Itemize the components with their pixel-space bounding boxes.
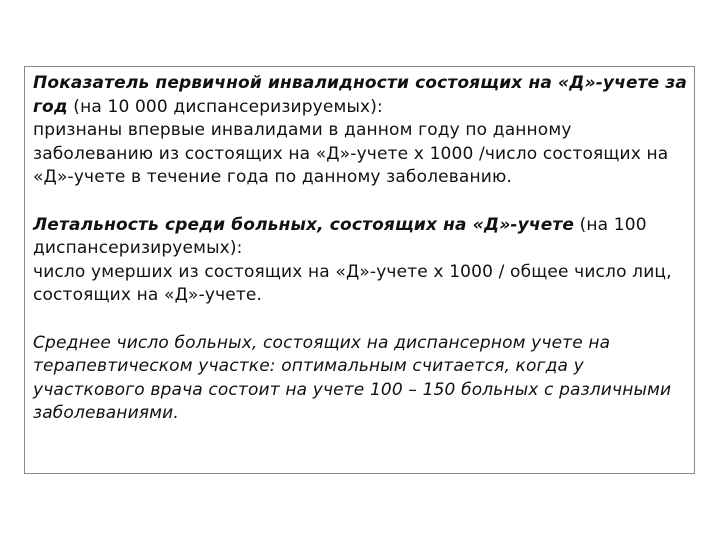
average-patients-paragraph: Среднее число больных, состоящих на диспансерном учете на терапевтическом участке: оптимальным считается, когда у участкового врача состоит на учете 100 – 150 больных с различными заболеваниями. (33, 332, 672, 424)
disability-indicator-title: Показатель первичной инвалидности состоящих на «Д»-учете за год (33, 73, 688, 117)
lethality-formula: число умерших из состоящих на «Д»-учете х 1000 / общее число лиц, состоящих на «Д»-учете. (33, 261, 672, 306)
lethality-title: Летальность среди больных, состоящих на «Д»-учете (33, 214, 575, 235)
text-content (33, 72, 693, 426)
disability-indicator-paragraph (33, 72, 693, 190)
lethality-paragraph (33, 214, 693, 308)
paragraph-spacer (33, 190, 693, 214)
disability-indicator-formula: признаны впервые инвалидами в данном году по данному заболеванию из состоящих на «Д»-учете х 1000 /число состоящих на «Д»-учете в течение года по данному заболеванию. (33, 120, 669, 188)
lethality-qualifier: (на 100 диспансеризируемых): (33, 214, 647, 259)
paragraph-spacer (33, 308, 693, 332)
text-frame (24, 66, 695, 474)
disability-indicator-qualifier: (на 10 000 диспансеризируемых): (67, 96, 383, 117)
